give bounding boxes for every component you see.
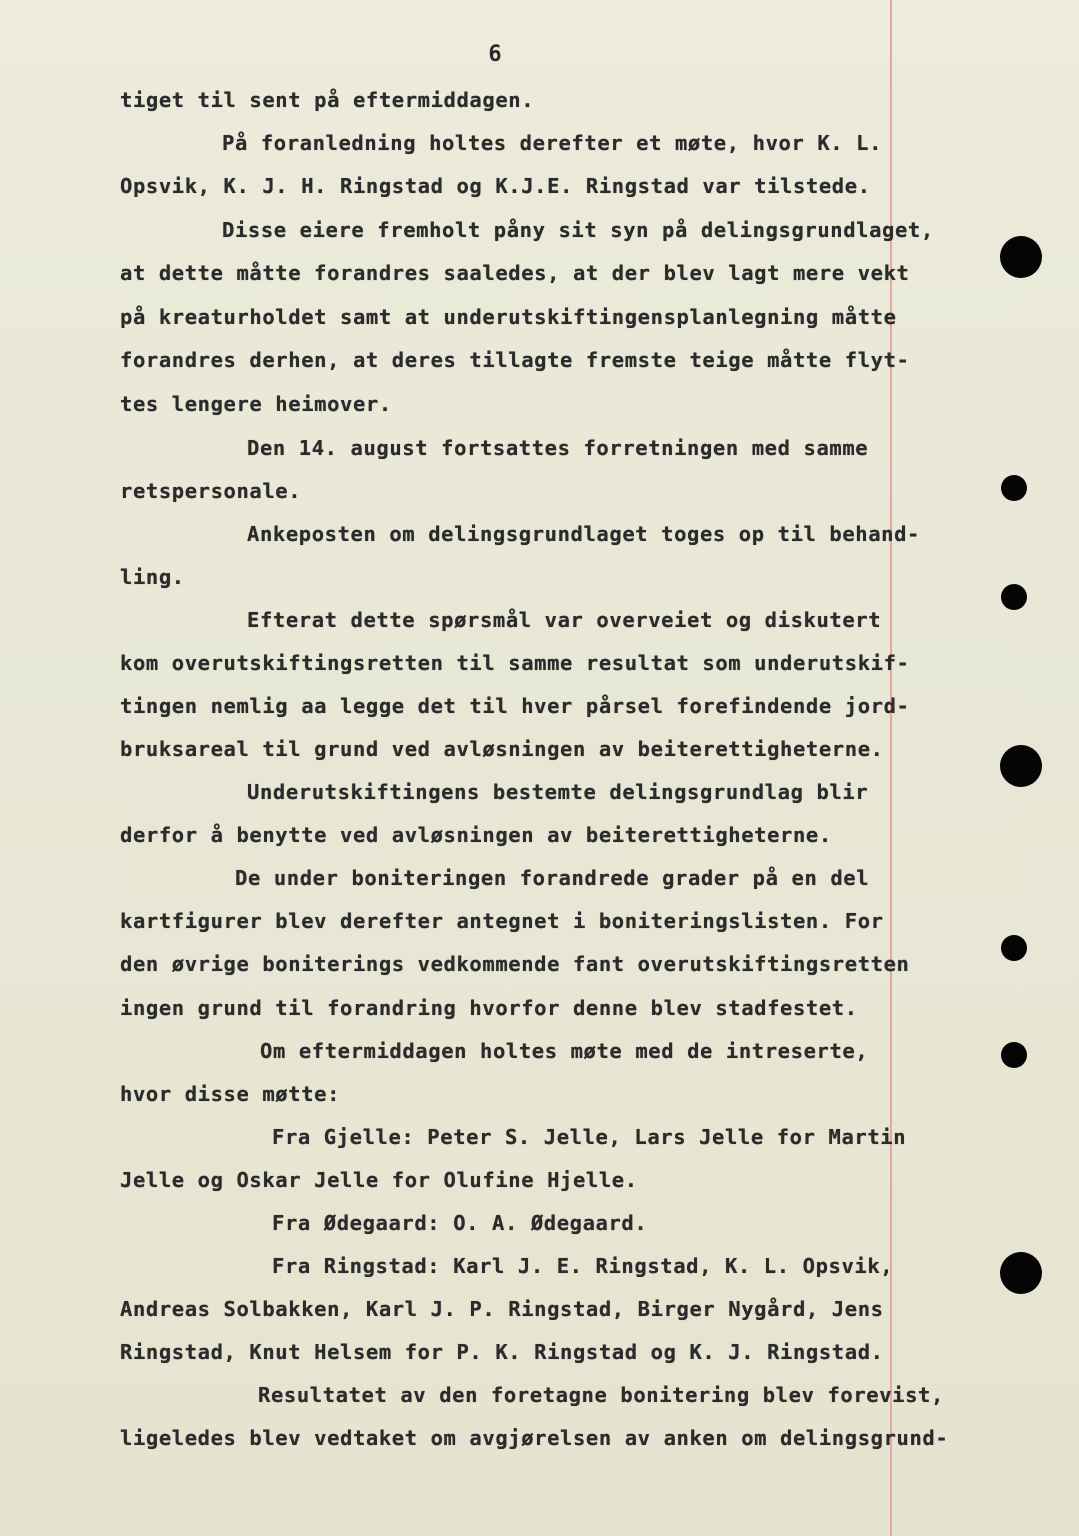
text-line: Andreas Solbakken, Karl J. P. Ringstad, Birger Nygård, Jens (120, 1297, 884, 1321)
text-line: Efterat dette spørsmål var overveiet og diskutert (247, 608, 882, 632)
punch-hole (1001, 1042, 1027, 1068)
text-line: De under boniteringen forandrede grader på en del (235, 866, 870, 890)
text-line: bruksareal til grund ved avløsningen av beiterettigheterne. (120, 737, 884, 761)
text-line: Om eftermiddagen holtes møte med de intreserte, (260, 1039, 869, 1063)
text-line: den øvrige boniterings vedkommende fant overutskiftingsretten (120, 952, 910, 976)
punch-hole (1000, 1252, 1042, 1294)
text-line: tes lengere heimover. (120, 392, 392, 416)
page-number: 6 (488, 42, 502, 67)
punch-hole (1001, 475, 1027, 501)
text-line: ling. (120, 565, 185, 589)
text-line: Fra Gjelle: Peter S. Jelle, Lars Jelle for Martin (272, 1125, 907, 1149)
text-line: Fra Ødegaard: O. A. Ødegaard. (272, 1211, 648, 1235)
text-line: kartfigurer blev derefter antegnet i boniteringslisten. For (120, 909, 884, 933)
text-line: Ringstad, Knut Helsem for P. K. Ringstad og K. J. Ringstad. (120, 1340, 884, 1364)
text-line: Jelle og Oskar Jelle for Olufine Hjelle. (120, 1168, 638, 1192)
text-line: Opsvik, K. J. H. Ringstad og K.J.E. Ringstad var tilstede. (120, 174, 871, 198)
text-line: Disse eiere fremholt påny sit syn på delingsgrundlaget, (222, 218, 934, 242)
text-line: hvor disse møtte: (120, 1082, 341, 1106)
text-line: Underutskiftingens bestemte delingsgrundlag blir (247, 780, 869, 804)
punch-hole (1001, 584, 1027, 610)
punch-hole (1001, 935, 1027, 961)
punch-hole (1000, 236, 1042, 278)
text-line: ligeledes blev vedtaket om avgjørelsen av anken om delingsgrund- (120, 1426, 949, 1450)
text-line: tingen nemlig aa legge det til hver pårsel forefindende jord- (120, 694, 910, 718)
text-line: tiget til sent på eftermiddagen. (120, 88, 535, 112)
text-line: forandres derhen, at deres tillagte fremste teige måtte flyt- (120, 348, 910, 372)
text-line: at dette måtte forandres saaledes, at der blev lagt mere vekt (120, 261, 910, 285)
text-line: på kreaturholdet samt at underutskiftingensplanlegning måtte (120, 305, 897, 329)
text-line: Ankeposten om delingsgrundlaget toges op til behand- (247, 522, 920, 546)
punch-hole (1000, 745, 1042, 787)
text-line: Fra Ringstad: Karl J. E. Ringstad, K. L. Opsvik, (272, 1254, 894, 1278)
text-line: retspersonale. (120, 479, 302, 503)
text-line: Den 14. august fortsattes forretningen med samme (247, 436, 869, 460)
text-line: ingen grund til forandring hvorfor denne blev stadfestet. (120, 996, 858, 1020)
text-line: derfor å benytte ved avløsningen av beiterettigheterne. (120, 823, 832, 847)
text-line: På foranledning holtes derefter et møte, hvor K. L. (222, 131, 883, 155)
text-line: kom overutskiftingsretten til samme resultat som underutskif- (120, 651, 910, 675)
text-line: Resultatet av den foretagne bonitering blev forevist, (258, 1383, 944, 1407)
